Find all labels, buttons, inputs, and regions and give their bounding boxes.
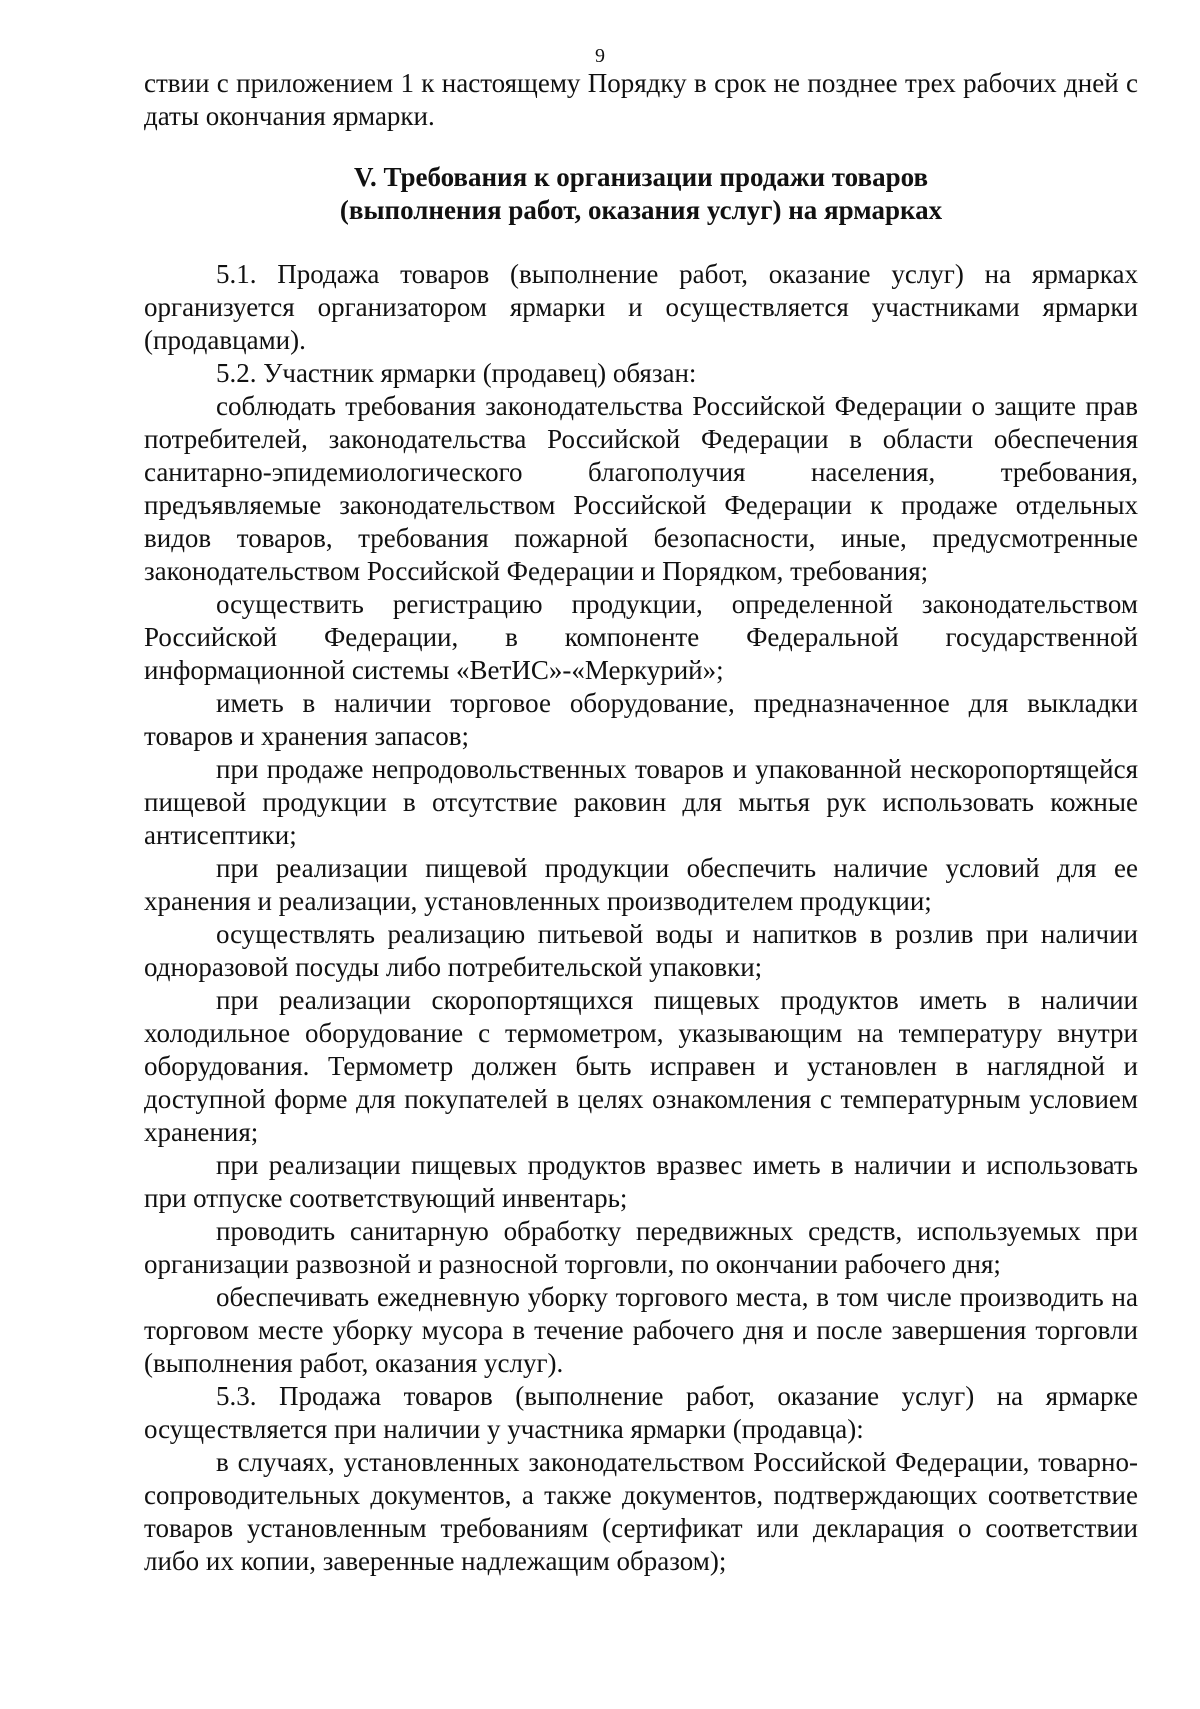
paragraph-5-1: 5.1. Продажа товаров (выполнение работ, оказание услуг) на ярмарках организуется организатором ярмарки и осуществляется участниками ярмарки (продавцами). [144,259,1138,355]
section-heading-line-1: V. Требования к организации продажи товаров [353,162,929,192]
list-item-daily-cleaning: обеспечивать ежедневную уборку торгового места, в том числе производить на торговом месте уборку мусора в течение рабочего дня и после завершения торговли (выполнения работ, оказания услуг). [144,1282,1138,1378]
paragraph-5-3: 5.3. Продажа товаров (выполнение работ, оказание услуг) на ярмарке осуществляется при наличии у участника ярмарки (продавца): [144,1381,1138,1444]
list-item-refrigeration: при реализации скоропортящихся пищевых продуктов иметь в наличии холодильное оборудование с термометром, указывающим на температуру внутри оборудования. Термометр должен быть исправен и установлен в наглядной и доступной форме для покупателей в целях ознакомления с температурным условием хранения; [144,985,1138,1147]
list-item-trade-equipment: иметь в наличии торговое оборудование, предназначенное для выкладки товаров и хранения запасов; [144,688,1138,751]
section-heading-line-2: (выполнения работ, оказания услуг) на ярмарках [339,195,943,225]
list-item-legal-requirements: соблюдать требования законодательства Российской Федерации о защите прав потребителей, законодательства Российской Федерации в области обеспечения санитарно-эпидемиологического благополучия населения, требования, предъявляемые законодательством Российской Федерации к продаже отдельных видов товаров, требования пожарной безопасности, иные, предусмотренные законодательством Российской Федерации и Порядком, требования; [144,391,1138,586]
list-item-weighed-products: при реализации пищевых продуктов вразвес иметь в наличии и использовать при отпуске соответствующий инвентарь; [144,1150,1138,1213]
list-item-mercury-registration: осуществить регистрацию продукции, определенной законодательством Российской Федерации, в компоненте Федеральной государственной информационной системы «ВетИС»-«Меркурий»; [144,589,1138,685]
list-item-sanitary-treatment: проводить санитарную обработку передвижных средств, используемых при организации развозной и разносной торговли, по окончании рабочего дня; [144,1216,1138,1279]
paragraph-5-2: 5.2. Участник ярмарки (продавец) обязан: [216,358,697,388]
intro-paragraph: ствии с приложением 1 к настоящему Порядку в срок не позднее трех рабочих дней с даты окончания ярмарки. [144,68,1138,131]
document-body [144,67,1138,1578]
list-item-accompanying-documents: в случаях, установленных законодательством Российской Федерации, товарно-сопроводительных документов, а также документов, подтверждающих соответствие товаров установленным требованиям (сертификат или декларация о соответствии либо их копии, заверенные надлежащим образом); [144,1447,1138,1576]
page-number: 9 [595,45,605,67]
section-heading [144,161,1138,227]
list-item-antiseptics: при продаже непродовольственных товаров и упакованной нескоропортящейся пищевой продукции в отсутствие раковин для мытья рук использовать кожные антисептики; [144,754,1138,850]
list-item-drinking-water: осуществлять реализацию питьевой воды и напитков в розлив при наличии одноразовой посуды либо потребительской упаковки; [144,919,1138,982]
list-item-storage-conditions: при реализации пищевой продукции обеспечить наличие условий для ее хранения и реализации, установленных производителем продукции; [144,853,1138,916]
